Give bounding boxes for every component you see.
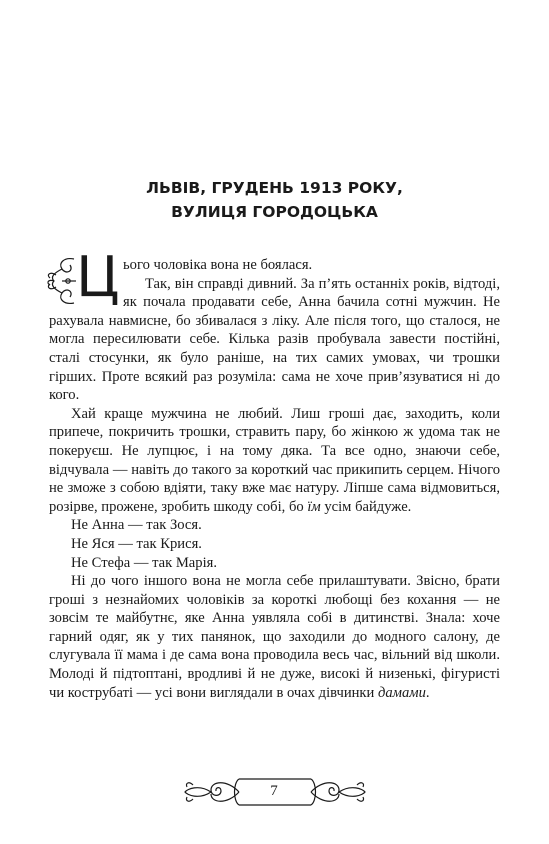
- chapter-title: [40, 176, 509, 224]
- paragraph-5: Не Яся — так Крися.: [71, 535, 202, 552]
- paragraph-3-text: Хай краще мужчина не любий. Лиш гроші дає, заходить, коли припече, покричить трошки, стравить пару, бо жінкою ж удома так не покеруєш. Не лупцює, і на тому дяка. Та все одно, знаючи себе, відчувала — навіть до такого за короткий час прикипить серцем. Нічого не зможе з собою вдіяти, таку вже має натуру. Ліпше сама відмовиться, розірве, прожене, зробить шкоду собі, бо: [49, 405, 500, 515]
- paragraph-3: [49, 405, 500, 517]
- paragraph-1-text: ього чоловіка вона не боялася.: [123, 257, 313, 273]
- drop-cap-letter: Ц: [76, 245, 120, 310]
- paragraph-7-end: .: [425, 684, 430, 701]
- paragraph-7-text: Ні до чого іншого вона не могла себе прилаштувати. Звісно, брати гроші з незнайомих чоловіків за короткі любощі без кохання — не зовсім те майбутнє, яке Анна уявляла собі в дитинстві. Знала: хоче гарний одяг, як у тих панянок, що заходили до модного салону, де слугувала її мама і де сама вона проводила весь час, вільний від школи. Молоді й підтоптані, вродливі й не дуже, високі й низенькі, фігуристі чи кострубаті — усі вони виглядали в очах дівчинки: [49, 573, 500, 701]
- drop-cap: [49, 245, 120, 310]
- paragraph-4: Не Анна — так Зося.: [71, 517, 202, 534]
- paragraph-3-emphasis: їм: [307, 498, 321, 515]
- paragraph-7: [49, 572, 500, 702]
- body-text: [49, 245, 500, 702]
- chapter-title-line-1: ЛЬВІВ, ГРУДЕНЬ 1913 РОКУ,: [146, 179, 403, 197]
- paragraph-7-emphasis: дамами: [378, 684, 426, 701]
- paragraph-6: Не Стефа — так Марія.: [71, 554, 218, 571]
- paragraph-3-end: усім байдуже.: [320, 498, 412, 515]
- page-number: 7: [270, 783, 278, 799]
- ornament-icon: [44, 255, 80, 307]
- paragraph-1: [49, 245, 500, 405]
- paragraph-2: Так, він справді дивний. За п’ять останніх років, відтоді, як почала продавати себе, Анна бачила сотні мужчин. Не рахувала навмисне, бо збивалася з ліку. Але після того, що сталося, не могла пересилювати себе. Кілька разів пробувала завести постійні, сталі стосунки, як було раніше, на тих самих умовах, чи трошки гірших. Проте всякий раз розуміла: сама не хоче прив’язуватися ні до кого.: [49, 275, 500, 404]
- chapter-title-line-2: ВУЛИЦЯ ГОРОДОЦЬКА: [171, 203, 378, 221]
